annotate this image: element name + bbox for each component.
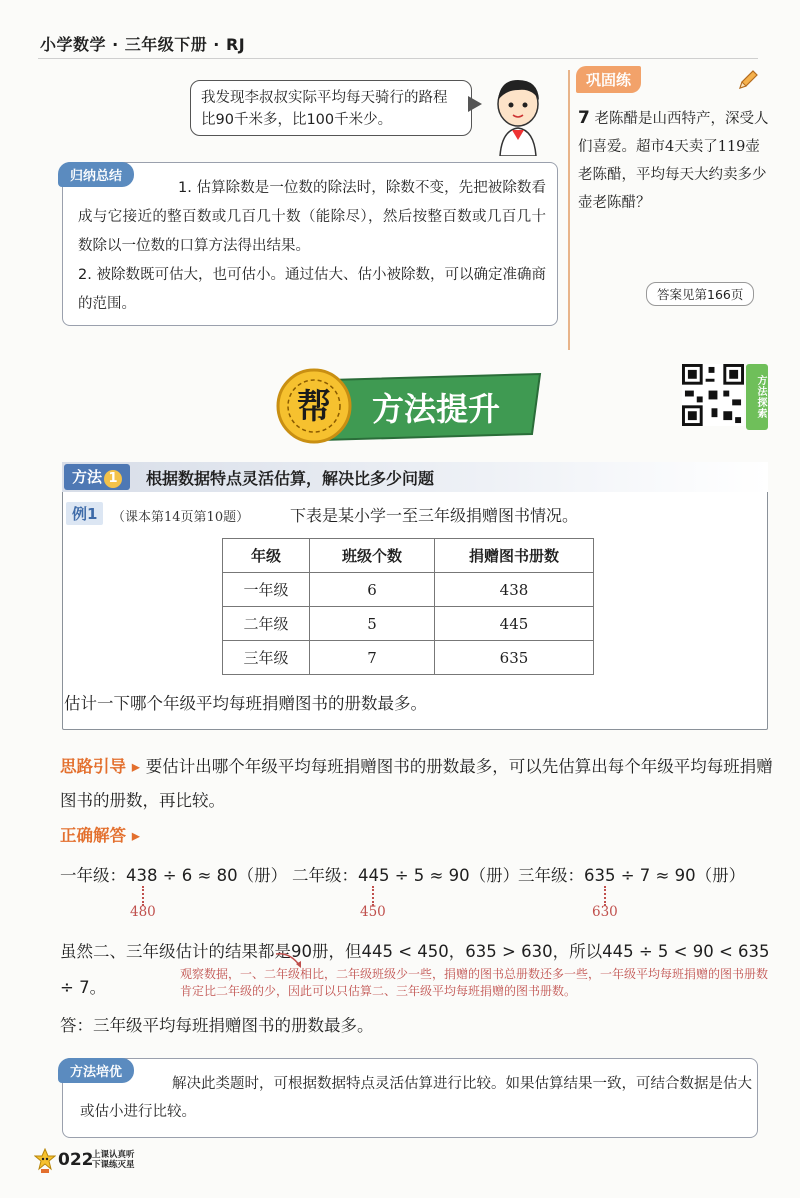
- pencil-icon: [736, 68, 760, 92]
- calc-grade-1: 一年级：438 ÷ 6 ≈ 80（册）: [60, 866, 288, 885]
- banner-title: 方法提升: [371, 390, 501, 428]
- thinking-arrow-icon: ▸: [126, 757, 146, 776]
- practice-number: 7: [578, 108, 590, 128]
- solution-label: 正确解答: [60, 826, 126, 845]
- thinking-guide: [60, 750, 776, 818]
- method-tag: [64, 464, 130, 490]
- estimate-dots: [372, 886, 375, 906]
- final-answer: 答：三年级平均每班捐赠图书的册数最多。: [60, 1016, 374, 1035]
- estimate-dots: [604, 886, 607, 906]
- column-divider: [568, 70, 570, 350]
- mascot-icon: [34, 1148, 56, 1174]
- method-tag-label: 方法: [72, 468, 103, 486]
- estimate-grade-1: 480: [130, 904, 156, 920]
- handwritten-note: 观察数据，一、二年级相比，二年级班级少一些，捐赠的图书总册数还多一些，一年级平均每班捐赠的图书册数肯定比二年级的少，因此可以只估算二、三年级平均每班捐赠的图书册数。: [180, 967, 769, 998]
- table-cell: 7: [310, 641, 435, 675]
- estimate-grade-2: 450: [360, 904, 386, 920]
- qr-code-icon[interactable]: [682, 364, 744, 426]
- section-banner: [270, 362, 550, 450]
- table-cell: 445: [435, 607, 594, 641]
- practice-title: 巩固练: [576, 66, 641, 93]
- practice-problem: [578, 104, 774, 217]
- slogan-line-1: 上课认真听: [92, 1150, 135, 1160]
- calc-grade-2: 二年级：445 ÷ 5 ≈ 90（册）: [292, 866, 520, 885]
- tip-tag-label: 方法培优: [70, 1065, 123, 1080]
- table-cell: 二年级: [223, 607, 310, 641]
- speech-bubble-tail: [468, 96, 482, 112]
- practice-problem-text: 老陈醋是山西特产，深受人们喜爱。超市4天卖了119壶老陈醋，平均每天大约卖多少壶老陈醋？: [578, 111, 769, 211]
- solution-conclusion: 虽然二、三年级估计的结果都是90册，但445 < 450，635 > 630，所以445 ÷ 5 < 90 < 635 ÷ 7。: [60, 942, 770, 997]
- donation-table: [222, 538, 594, 675]
- estimate-grade-3: 630: [592, 904, 618, 920]
- table-cell: 6: [310, 573, 435, 607]
- header-divider: [38, 58, 758, 59]
- thinking-label: 思路引导: [60, 757, 126, 776]
- example-reference: （课本第14页第10题）: [112, 510, 250, 525]
- table-cell: 438: [435, 573, 594, 607]
- table-header-classes: 班级个数: [310, 539, 435, 573]
- summary-text: [78, 174, 546, 319]
- solution-arrow-icon: ▸: [126, 826, 141, 845]
- page-slogan: [92, 1150, 135, 1170]
- table-cell: 5: [310, 607, 435, 641]
- answer-reference: 答案见第166页: [646, 282, 754, 306]
- thinking-text: 要估计出哪个年级平均每班捐赠图书的册数最多，可以先估算出每个年级平均每班捐赠图书的册数，再比较。: [60, 757, 773, 810]
- speech-bubble: 我发现李叔叔实际平均每天骑行的路程比90千米多，比100千米少。: [190, 80, 472, 136]
- table-header-row: [223, 539, 594, 573]
- table-row: [223, 641, 594, 675]
- method-title: 根据数据特点灵活估算，解决比多少问题: [146, 469, 435, 488]
- qr-label: 方法探索: [746, 364, 768, 430]
- boy-illustration-icon: [486, 74, 550, 156]
- method-number: 1: [104, 470, 122, 488]
- page-number: 022: [58, 1150, 94, 1170]
- summary-tag-label: 归纳总结: [70, 169, 123, 184]
- book-header: 小学数学 · 三年级下册 · RJ: [40, 35, 246, 54]
- example-question: 估计一下哪个年级平均每班捐赠图书的册数最多。: [64, 694, 427, 713]
- slogan-line-2: 下课练灭星: [92, 1160, 135, 1170]
- table-cell: 一年级: [223, 573, 310, 607]
- calc-grade-3: 三年级：635 ÷ 7 ≈ 90（册）: [518, 866, 746, 885]
- example-text: 下表是某小学一至三年级捐赠图书情况。: [290, 506, 579, 525]
- banner-badge: 帮: [297, 387, 331, 427]
- estimate-dots: [142, 886, 145, 906]
- table-cell: 三年级: [223, 641, 310, 675]
- tip-text: [80, 1070, 752, 1126]
- table-row: [223, 573, 594, 607]
- table-header-books: 捐赠图书册数: [435, 539, 594, 573]
- tip-body: 解决此类题时，可根据数据特点灵活估算进行比较。如果估算结果一致，可结合数据是估大或估小进行比较。: [80, 1076, 752, 1120]
- example-tag: 例1: [66, 502, 103, 525]
- table-header-grade: 年级: [223, 539, 310, 573]
- table-cell: 635: [435, 641, 594, 675]
- solution-heading: [60, 822, 140, 846]
- table-row: [223, 607, 594, 641]
- summary-point-1: 1. 估算除数是一位数的除法时，除数不变，先把被除数看成与它接近的整百数或几百几十数（能除尽），然后按整百数或几百几十数除以一位数的口算方法得出结果。: [78, 180, 546, 254]
- summary-point-2: 2. 被除数既可估大，也可估小。通过估大、估小被除数，可以确定准确商的范围。: [78, 267, 546, 312]
